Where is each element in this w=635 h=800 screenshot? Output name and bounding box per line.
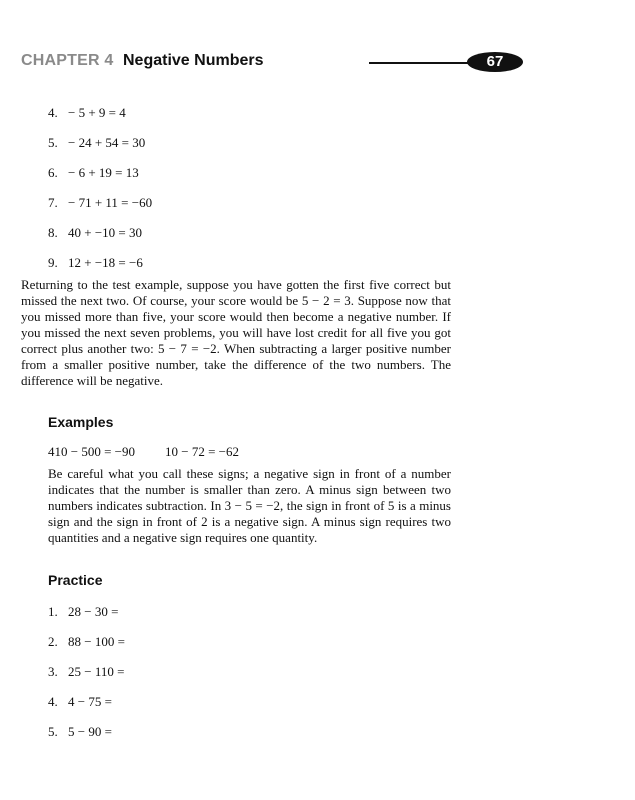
answer-item-7: 7. − 71 + 11 = −60 <box>48 195 153 210</box>
answer-item-6: 6. − 6 + 19 = 13 <box>48 165 139 180</box>
chapter-label: CHAPTER 4 <box>21 52 114 69</box>
answer-item-4: 4. − 5 + 9 = 4 <box>48 105 126 120</box>
examples-line <box>48 444 239 460</box>
chapter-title: Negative Numbers <box>123 52 264 69</box>
examples-heading: Examples <box>48 414 114 430</box>
practice-item-3: 3. 25 − 110 = <box>48 664 125 679</box>
answer-item-5: 5. − 24 + 54 = 30 <box>48 135 146 150</box>
examples-explanation: Be careful what you call these signs; a negative sign in front of a number indicates that the number is smaller than zero. A minus sign between two numbers indicates subtraction. In 3 − 5 = −2, the sign in front of 5 is a minus sign and the sign in front of 2 is a negative sign. A minus sign requires two quantities and a negative sign requires one quantity. <box>48 466 451 545</box>
practice-item-1: 1. 28 − 30 = <box>48 604 119 619</box>
running-header <box>21 50 526 76</box>
page-number-badge: 67 <box>467 52 523 72</box>
answer-item-9: 9. 12 + −18 = −6 <box>48 255 143 270</box>
example-item: 410 − 500 = −90 <box>48 444 135 459</box>
practice-item-4: 4. 4 − 75 = <box>48 694 112 709</box>
answer-item-8: 8. 40 + −10 = 30 <box>48 225 142 240</box>
practice-heading: Practice <box>48 572 103 588</box>
practice-item-5: 5. 5 − 90 = <box>48 724 112 739</box>
intro-paragraph: Returning to the test example, suppose you have gotten the first five correct but missed the next two. Of course, your score would be 5 − 2 = 3. Suppose now that you missed more than five, your score would then become a negative number. If you missed the next seven problems, you will have lost credit for all five you got correct plus another two: 5 − 7 = −2. When subtracting a larger positive number from a smaller positive number, take the difference of the two numbers. The difference will be negative. <box>21 277 451 388</box>
practice-item-2: 2. 88 − 100 = <box>48 634 125 649</box>
header-rule <box>369 62 479 64</box>
example-item: 10 − 72 = −62 <box>165 444 239 459</box>
